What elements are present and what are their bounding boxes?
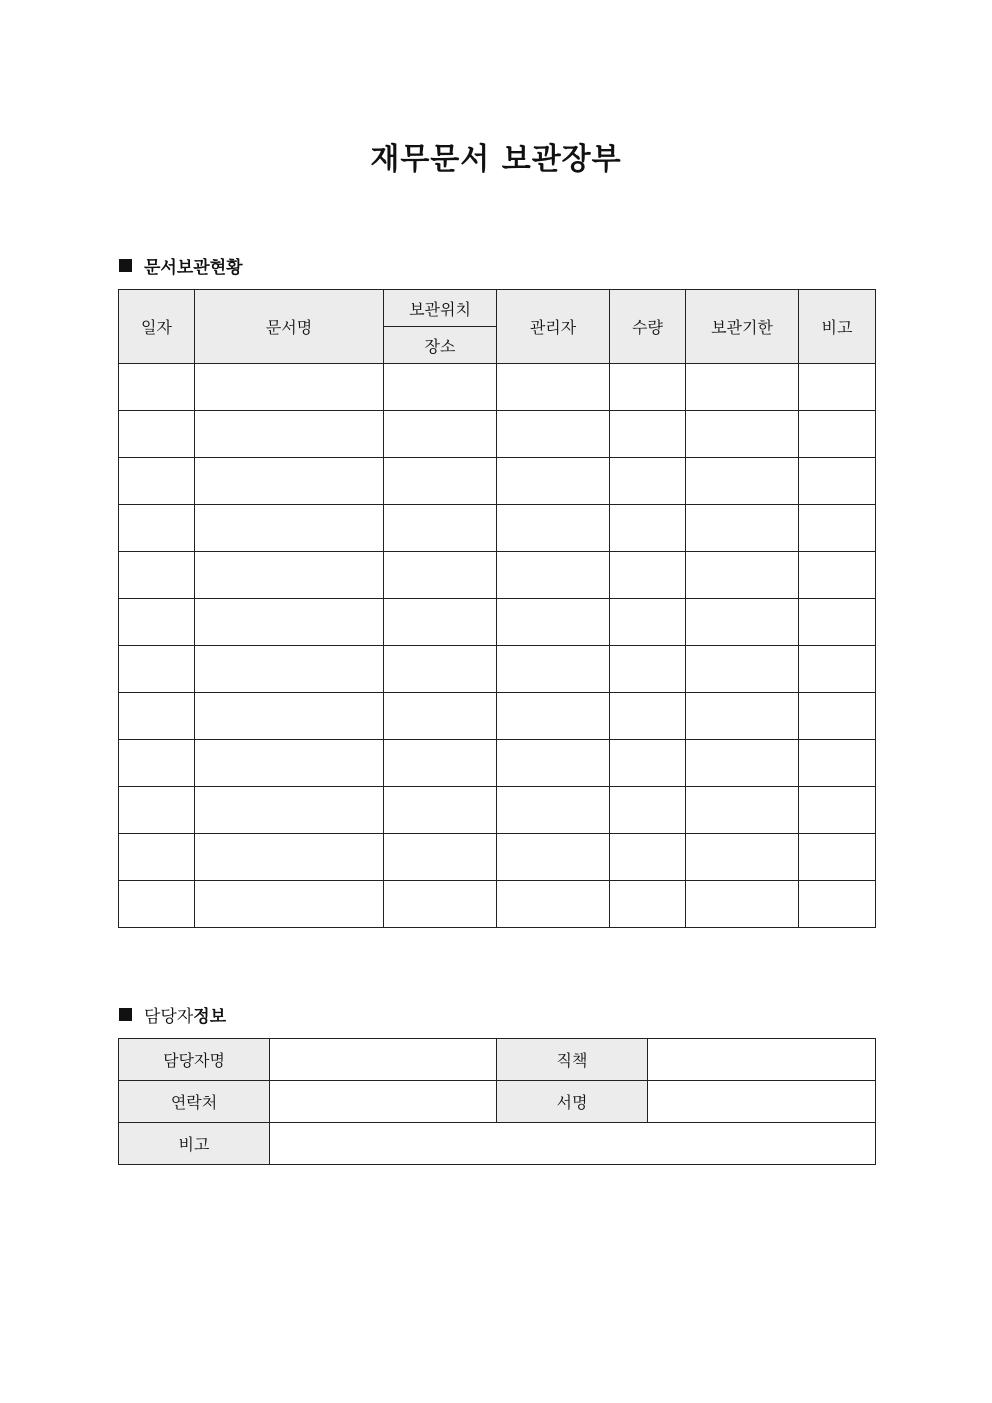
location-cell[interactable] [384, 505, 497, 552]
doc-name-cell[interactable] [195, 599, 384, 646]
section-manager-label-bold: 정보 [193, 1007, 227, 1027]
label-contact: 연락처 [119, 1081, 270, 1123]
doc-name-cell[interactable] [195, 458, 384, 505]
storage-status-table [118, 289, 876, 928]
date-cell[interactable] [119, 599, 195, 646]
date-cell[interactable] [119, 552, 195, 599]
retention-cell[interactable] [686, 552, 799, 599]
retention-cell[interactable] [686, 599, 799, 646]
doc-name-cell[interactable] [195, 505, 384, 552]
location-cell[interactable] [384, 458, 497, 505]
location-cell[interactable] [384, 411, 497, 458]
date-cell[interactable] [119, 787, 195, 834]
square-bullet-icon [119, 1008, 132, 1021]
location-cell[interactable] [384, 693, 497, 740]
label-manager-name: 담당자명 [119, 1039, 270, 1081]
table-row [119, 693, 876, 740]
quantity-cell[interactable] [610, 881, 686, 928]
date-cell[interactable] [119, 505, 195, 552]
location-cell[interactable] [384, 646, 497, 693]
retention-cell[interactable] [686, 364, 799, 411]
quantity-cell[interactable] [610, 364, 686, 411]
location-cell[interactable] [384, 881, 497, 928]
manager-cell[interactable] [497, 458, 610, 505]
location-cell[interactable] [384, 599, 497, 646]
header-place: 장소 [384, 327, 497, 364]
manager-cell[interactable] [497, 740, 610, 787]
retention-cell[interactable] [686, 505, 799, 552]
note-cell[interactable] [799, 458, 876, 505]
note-field[interactable] [270, 1123, 876, 1165]
manager-cell[interactable] [497, 834, 610, 881]
note-cell[interactable] [799, 599, 876, 646]
location-cell[interactable] [384, 834, 497, 881]
quantity-cell[interactable] [610, 599, 686, 646]
quantity-cell[interactable] [610, 834, 686, 881]
section-manager-info [119, 1002, 226, 1027]
date-cell[interactable] [119, 693, 195, 740]
note-cell[interactable] [799, 505, 876, 552]
doc-name-cell[interactable] [195, 834, 384, 881]
note-cell[interactable] [799, 552, 876, 599]
label-signature: 서명 [497, 1081, 648, 1123]
manager-name-field[interactable] [270, 1039, 497, 1081]
note-cell[interactable] [799, 411, 876, 458]
section-manager-label-plain: 담당자 [144, 1007, 194, 1027]
quantity-cell[interactable] [610, 411, 686, 458]
table-row [119, 599, 876, 646]
table-row [119, 458, 876, 505]
doc-name-cell[interactable] [195, 552, 384, 599]
header-date: 일자 [119, 290, 195, 364]
quantity-cell[interactable] [610, 646, 686, 693]
quantity-cell[interactable] [610, 552, 686, 599]
date-cell[interactable] [119, 740, 195, 787]
note-cell[interactable] [799, 787, 876, 834]
retention-cell[interactable] [686, 740, 799, 787]
position-field[interactable] [648, 1039, 876, 1081]
manager-cell[interactable] [497, 787, 610, 834]
retention-cell[interactable] [686, 693, 799, 740]
date-cell[interactable] [119, 834, 195, 881]
manager-cell[interactable] [497, 881, 610, 928]
location-cell[interactable] [384, 364, 497, 411]
section-storage-status [119, 253, 243, 278]
note-cell[interactable] [799, 646, 876, 693]
table-row [119, 881, 876, 928]
table-row [119, 411, 876, 458]
location-cell[interactable] [384, 740, 497, 787]
retention-cell[interactable] [686, 458, 799, 505]
header-doc-name: 문서명 [195, 290, 384, 364]
note-cell[interactable] [799, 740, 876, 787]
header-manager: 관리자 [497, 290, 610, 364]
header-quantity: 수량 [610, 290, 686, 364]
page-title: 재무문서 보관장부 [370, 142, 622, 177]
doc-name-cell[interactable] [195, 646, 384, 693]
doc-name-cell[interactable] [195, 740, 384, 787]
manager-info-table [118, 1038, 876, 1165]
table-row [119, 740, 876, 787]
quantity-cell[interactable] [610, 740, 686, 787]
note-cell[interactable] [799, 693, 876, 740]
note-cell[interactable] [799, 834, 876, 881]
table-row [119, 834, 876, 881]
quantity-cell[interactable] [610, 505, 686, 552]
doc-name-cell[interactable] [195, 881, 384, 928]
quantity-cell[interactable] [610, 458, 686, 505]
location-cell[interactable] [384, 552, 497, 599]
manager-cell[interactable] [497, 646, 610, 693]
contact-field[interactable] [270, 1081, 497, 1123]
header-retention: 보관기한 [686, 290, 799, 364]
retention-cell[interactable] [686, 881, 799, 928]
header-note: 비고 [799, 290, 876, 364]
doc-name-cell[interactable] [195, 364, 384, 411]
manager-cell[interactable] [497, 552, 610, 599]
quantity-cell[interactable] [610, 693, 686, 740]
square-bullet-icon [119, 259, 132, 272]
section-storage-label: 문서보관현황 [144, 258, 243, 278]
doc-name-cell[interactable] [195, 693, 384, 740]
manager-cell[interactable] [497, 505, 610, 552]
retention-cell[interactable] [686, 411, 799, 458]
manager-cell[interactable] [497, 693, 610, 740]
date-cell[interactable] [119, 364, 195, 411]
date-cell[interactable] [119, 411, 195, 458]
date-cell[interactable] [119, 881, 195, 928]
table-row [119, 646, 876, 693]
quantity-cell[interactable] [610, 787, 686, 834]
retention-cell[interactable] [686, 787, 799, 834]
date-cell[interactable] [119, 458, 195, 505]
table-row [119, 787, 876, 834]
label-note: 비고 [119, 1123, 270, 1165]
header-location: 보관위치 [384, 290, 497, 327]
manager-cell[interactable] [497, 599, 610, 646]
label-position: 직책 [497, 1039, 648, 1081]
signature-field[interactable] [648, 1081, 876, 1123]
table-row [119, 364, 876, 411]
retention-cell[interactable] [686, 834, 799, 881]
doc-name-cell[interactable] [195, 411, 384, 458]
location-cell[interactable] [384, 787, 497, 834]
manager-cell[interactable] [497, 364, 610, 411]
note-cell[interactable] [799, 364, 876, 411]
manager-cell[interactable] [497, 411, 610, 458]
table-row [119, 505, 876, 552]
table-row [119, 552, 876, 599]
date-cell[interactable] [119, 646, 195, 693]
retention-cell[interactable] [686, 646, 799, 693]
doc-name-cell[interactable] [195, 787, 384, 834]
note-cell[interactable] [799, 881, 876, 928]
